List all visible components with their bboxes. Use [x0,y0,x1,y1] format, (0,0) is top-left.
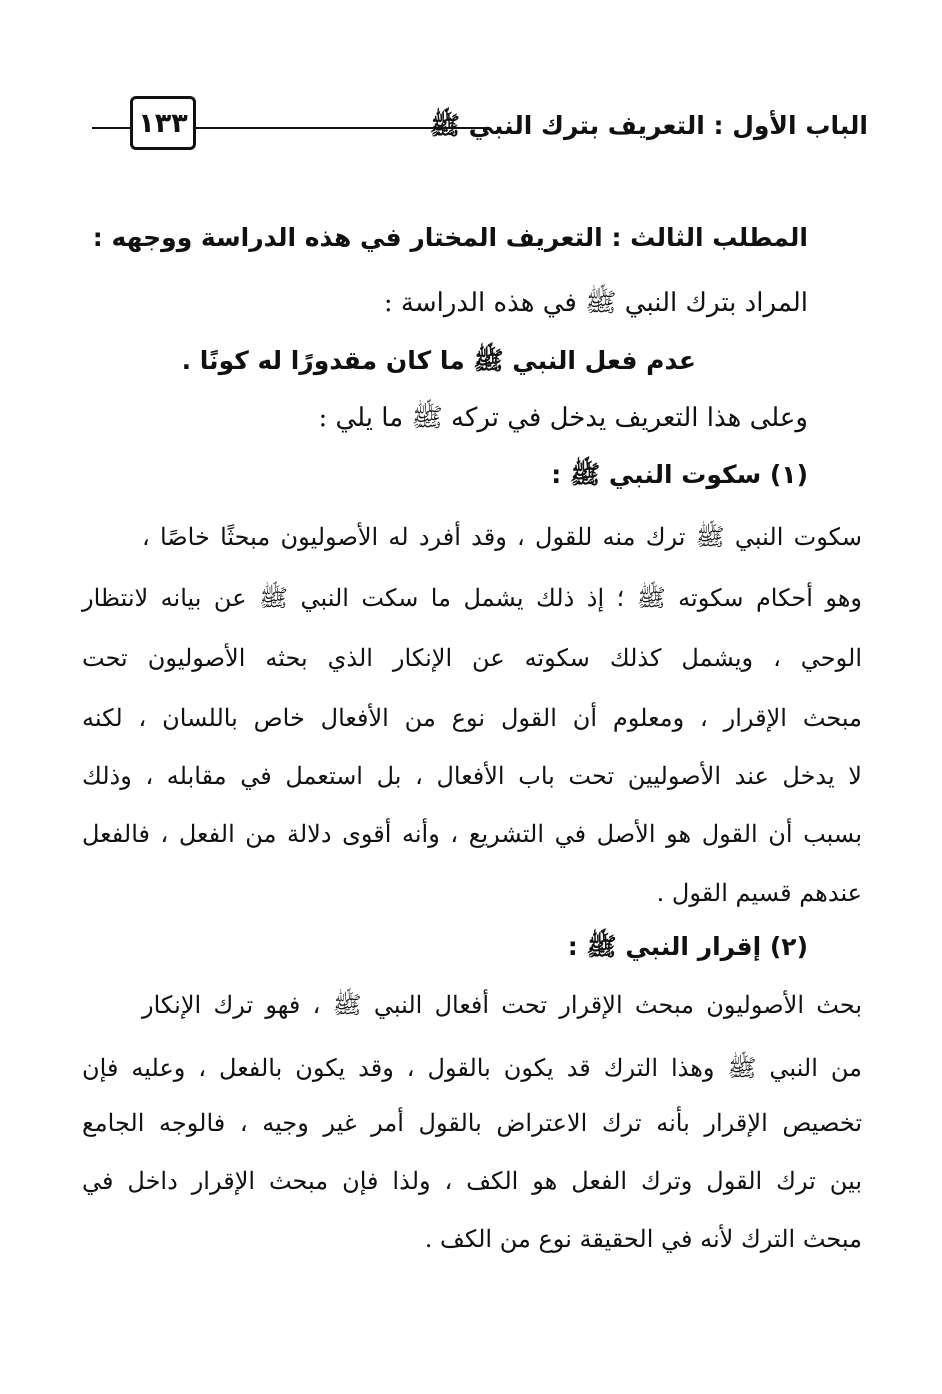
page-number-text: ١٣٣ [138,107,188,139]
item-heading-approval: (٢) إقرار النبي ﷺ : [567,932,808,961]
item-heading-silence: (١) سكوت النبي ﷺ : [551,460,808,489]
paragraph-line: تخصيص الإقرار بأنه ترك الاعتراض بالقول أمر غير وجيه ، فالوجه الجامع [82,1109,862,1137]
paragraph-line: لا يدخل عند الأصوليين تحت باب الأفعال ، بل استعمل في مقابله ، وذلك [82,762,862,790]
paragraph-line: بحث الأصوليون مبحث الإقرار تحت أفعال النبي ﷺ ، فهو ترك الإنكار [142,991,862,1019]
paragraph-line: مبحث الترك لأنه في الحقيقة نوع من الكف . [424,1225,862,1253]
running-title: الباب الأول : التعريف بترك النبي ﷺ [429,111,868,140]
paragraph-line: بسبب أن القول هو الأصل في التشريع ، وأنه أقوى دلالة من الفعل ، فالفعل [82,820,862,848]
paragraph-line: من النبي ﷺ وهذا الترك قد يكون بالقول ، وقد يكون بالفعل ، وعليه فإن [82,1054,863,1082]
paragraph-line: الوحي ، ويشمل كذلك سكوته عن الإنكار الذي بحثه الأصوليون تحت [82,644,862,672]
paragraph-line: سكوت النبي ﷺ ترك منه للقول ، وقد أفرد له الأصوليون مبحثًا خاصًا ، [142,523,862,551]
intro-line: المراد بترك النبي ﷺ في هذه الدراسة : [383,288,808,318]
paragraph-line: وهو أحكام سكوته ﷺ ؛ إذ ذلك يشمل ما سكت النبي ﷺ عن بيانه لانتظار [82,584,862,612]
header-rule-left [92,127,132,129]
definition-line: عدم فعل النبي ﷺ ما كان مقدورًا له كونًا . [181,346,696,375]
paragraph-line: عندهم قسيم القول . [656,879,862,907]
paragraph-line: مبحث الإقرار ، ومعلوم أن القول نوع من الأفعال خاص باللسان ، لكنه [82,704,862,732]
section-title: المطلب الثالث : التعريف المختار في هذه الدراسة ووجهه : [92,223,808,252]
scope-line: وعلى هذا التعريف يدخل في تركه ﷺ ما يلي : [318,403,808,433]
paragraph-line: بين ترك القول وترك الفعل هو الكف ، ولذا فإن مبحث الإقرار داخل في [82,1167,862,1195]
page-number [130,96,196,150]
